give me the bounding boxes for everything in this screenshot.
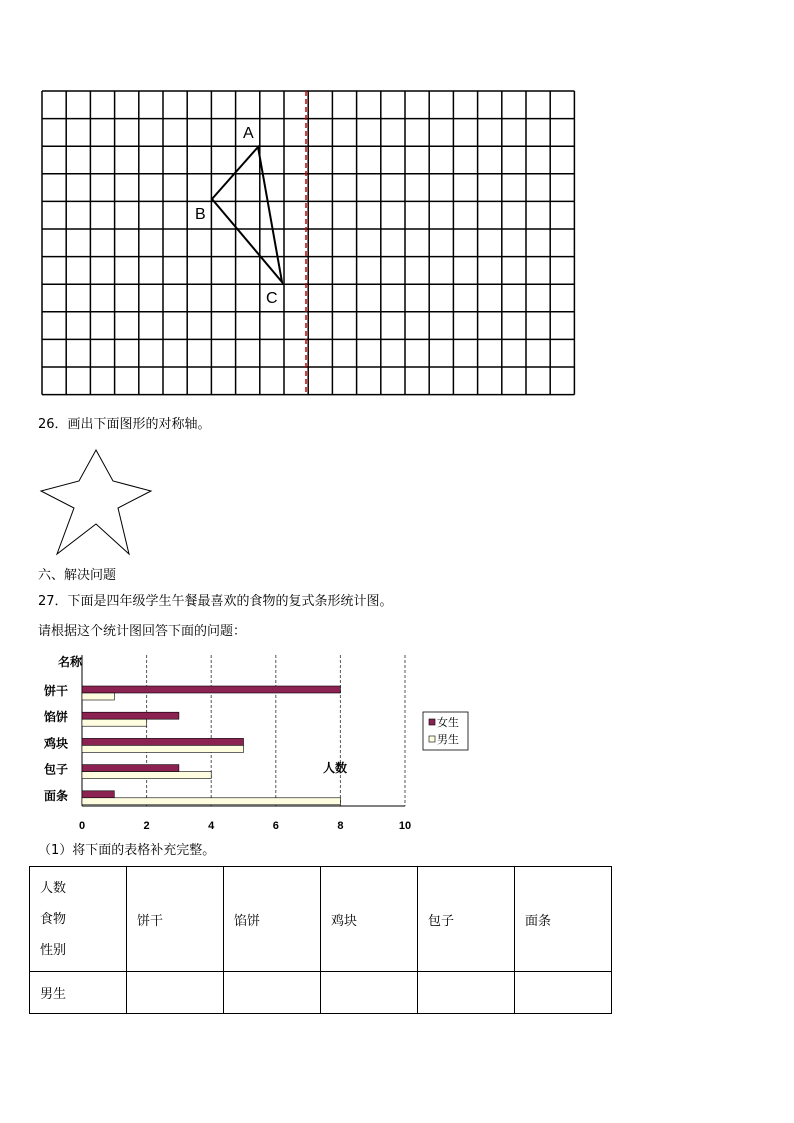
table-header-cell: 面条 [515, 867, 612, 972]
answer-cell[interactable] [418, 972, 515, 1014]
bar-boys [82, 693, 114, 700]
bar-girls [82, 686, 340, 693]
x-axis-title: 人数 [323, 761, 348, 775]
category-label: 包子 [44, 762, 69, 777]
x-tick-label: 4 [208, 820, 215, 832]
x-tick-label: 10 [398, 820, 412, 832]
x-tick-label: 2 [143, 820, 150, 832]
bar-girls [82, 765, 179, 772]
star-shape [41, 450, 151, 554]
section-6-title: 六、解决问题 [38, 568, 117, 583]
bar-girls [82, 738, 244, 745]
bar-girls [82, 791, 114, 798]
grid-lines [42, 91, 574, 395]
legend-swatch-boys [429, 736, 435, 742]
point-label-a: A [243, 125, 254, 142]
question-26: 26．画出下面图形的对称轴。 [38, 417, 211, 432]
category-label: 馅饼 [44, 710, 69, 725]
table-header-row [30, 867, 612, 972]
table-header-cell: 包子 [418, 867, 515, 972]
sub-question-1: （1）将下面的表格补充完整。 [38, 843, 216, 858]
triangle-abc [212, 147, 282, 282]
fill-in-table [29, 866, 612, 1014]
table-header-cell: 饼干 [127, 867, 224, 972]
answer-cell[interactable] [515, 972, 612, 1014]
category-label: 面条 [44, 788, 69, 803]
table-header-cell: 鸡块 [321, 867, 418, 972]
bar-boys [82, 798, 340, 805]
legend-label-girls: 女生 [437, 716, 459, 729]
table-header-cell: 馅饼 [224, 867, 321, 972]
table-corner-cell [30, 867, 127, 972]
chart-legend [423, 712, 468, 750]
corner-label-gender: 性别 [40, 942, 67, 958]
corner-label-count: 人数 [40, 880, 67, 896]
answer-cell[interactable] [224, 972, 321, 1014]
table-row [30, 972, 612, 1014]
corner-label-food: 食物 [40, 911, 67, 927]
answer-cell[interactable] [321, 972, 418, 1014]
row-label-boys: 男生 [30, 972, 127, 1014]
chart-gridlines [147, 655, 405, 806]
legend-label-boys: 男生 [437, 733, 459, 746]
x-tick-label: 6 [272, 820, 279, 832]
star-figure [36, 446, 156, 558]
grid-figure [0, 0, 794, 410]
x-tick-label: 0 [78, 820, 86, 832]
question-27: 27．下面是四年级学生午餐最喜欢的食物的复式条形统计图。 [38, 594, 393, 609]
bar-boys [82, 719, 147, 726]
y-axis-title: 名称 [58, 655, 83, 669]
bar-boys [82, 745, 244, 752]
category-label: 饼干 [44, 684, 69, 698]
question-27-subtext: 请根据这个统计图回答下面的问题： [38, 624, 247, 639]
x-tick-label: 8 [337, 820, 344, 832]
bar-boys [82, 772, 211, 779]
category-label: 鸡块 [44, 736, 69, 751]
point-label-b: B [195, 206, 206, 223]
legend-swatch-girls [429, 719, 435, 725]
point-label-c: C [266, 290, 278, 307]
bar-chart [0, 645, 794, 845]
bar-girls [82, 712, 179, 719]
answer-cell[interactable] [127, 972, 224, 1014]
